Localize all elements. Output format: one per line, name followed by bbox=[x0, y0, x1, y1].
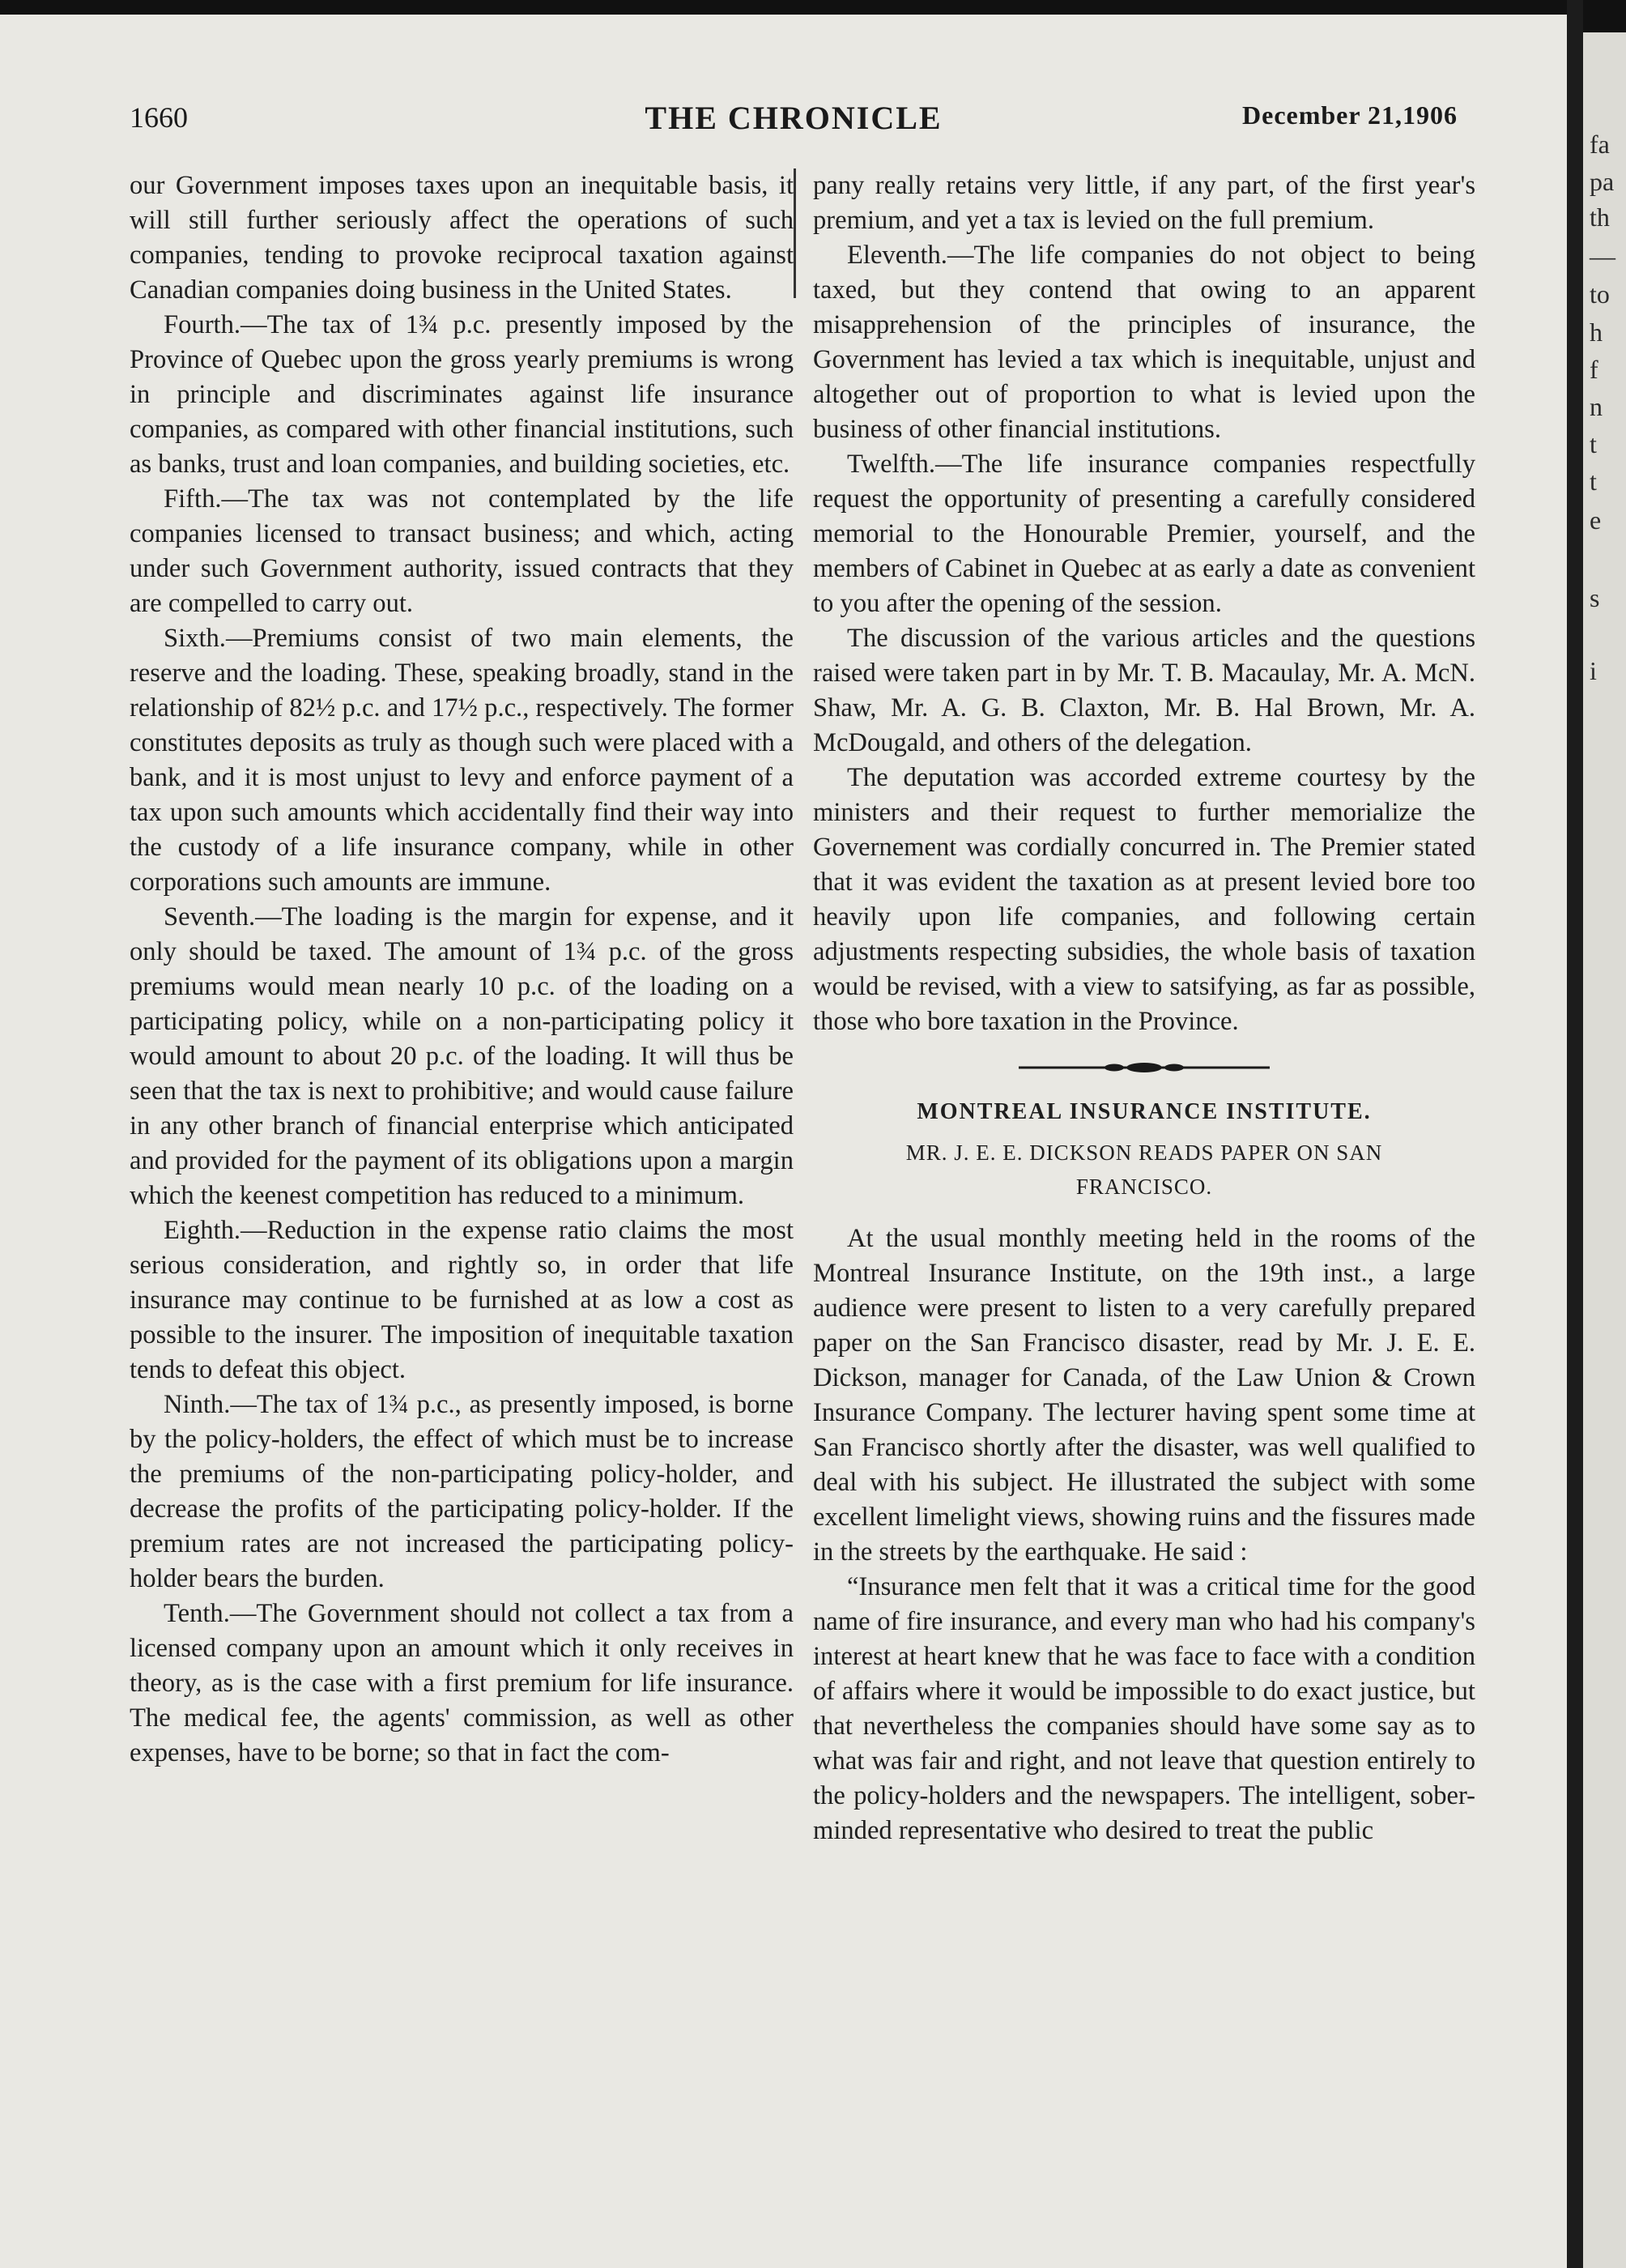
fragment: to bbox=[1590, 279, 1610, 309]
fragment: i bbox=[1590, 656, 1597, 685]
fragment: t bbox=[1590, 467, 1597, 496]
paragraph: Seventh.—The loading is the margin for expense, and it only should be taxed. The amount of 1¾ p.c. of the gross premiums would mean nearly 10 p.c. of the loading on a participating policy, while on a non-participating policy it would amount to about 20 p.c. of the loading. It will thus be seen that the tax is next to prohibitive; and would cause failure in any other branch of financial enterprise which anticipated and provided for the payment of its obligations upon a margin which the keenest competition has reduced to a minimum. bbox=[130, 902, 794, 1210]
paragraph: At the usual monthly meeting held in the rooms of the Montreal Insurance Institute, on the 19th inst., a large audience were present to listen to a very carefully prepared paper on the San Francisco disaster, read by Mr. J. E. E. Dickson, manager for Canada, of the Law Union & Crown Insurance Company. The lecturer having spent some time at San Francisco shortly after the disaster, was well qualified to deal with his subject. He illustrated the subject with some excellent limelight views, showing ruins and the fissures made in the streets by the earthquake. He said : bbox=[813, 1224, 1475, 1567]
paragraph: our Government imposes taxes upon an inequitable basis, it will still further seriously affect the operations of such companies, tending to provoke reciprocal taxation against Canadian companies doing business in the United States. bbox=[130, 171, 794, 305]
paragraph: Fifth.—The tax was not contemplated by the life companies licensed to transact business; and which, acting under such Government authority, issued contracts that they are compelled to carry out. bbox=[130, 484, 794, 618]
fragment: th bbox=[1590, 202, 1610, 232]
issue-date: December 21,1906 bbox=[1242, 100, 1458, 130]
section-heading: MONTREAL INSURANCE INSTITUTE. bbox=[917, 1099, 1372, 1124]
section-ornament-divider bbox=[1019, 1062, 1270, 1073]
fragment: t bbox=[1590, 429, 1597, 458]
page-number: 1660 bbox=[130, 101, 188, 134]
paragraph: Fourth.—The tax of 1¾ p.c. presently imposed by the Province of Quebec upon the gross yearly premiums is wrong in principle and discriminates against life insurance companies, as compared with other financial institutions, such as banks, trust and loan companies, and building societies, etc. bbox=[130, 310, 794, 479]
paragraph: pany really retains very little, if any part, of the first year's premium, and yet a tax is levied on the full premium. bbox=[813, 171, 1475, 235]
paragraph: Eleventh.—The life companies do not object to being taxed, but they contend that owing to an apparent misapprehension of the principles of insurance, the Government has levied a tax which is inequitable, unjust and altogether out of proportion to what is levied upon the business of other financial institutions. bbox=[813, 241, 1475, 444]
paragraph: Twelfth.—The life insurance companies respectfully request the opportunity of presenting a carefully considered memorial to the Honourable Premier, yourself, and the members of Cabinet in Quebec at as early a date as convenient to you after the opening of the session. bbox=[813, 450, 1475, 618]
right-column bbox=[813, 168, 1475, 1848]
adjacent-page-edge bbox=[1583, 32, 1626, 2268]
fragment: e bbox=[1590, 505, 1602, 535]
fragment: s bbox=[1590, 583, 1600, 612]
paragraph: The discussion of the various articles and the questions raised were taken part in by Mr. T. B. Macaulay, Mr. A. McN. Shaw, Mr. A. G. B. Claxton, Mr. B. Hal Brown, Mr. A. McDougald, and others of the delegation. bbox=[813, 624, 1475, 757]
fragment: h bbox=[1590, 318, 1603, 347]
fragment: fa bbox=[1590, 130, 1610, 159]
fragment: n bbox=[1590, 392, 1603, 421]
paragraph: “Insurance men felt that it was a critical time for the good name of fire insurance, and every man who had his company's interest at heart knew that he was face to face with a condition of affairs where it would be impossible to do exact justice, but that nevertheless the companies should have some say as to what was fair and right, and not leave that question entirely to the policy-holders and the newspapers. The intelligent, sober-minded representative who desired to treat the public bbox=[813, 1572, 1475, 1845]
page-header bbox=[130, 92, 1458, 141]
paragraph: The deputation was accorded extreme courtesy by the ministers and their request to further memorialize the Governement was cordially concurred in. The Premier stated that it was evident the taxation as at present levied bore too heavily upon life companies, and following certain adjustments respecting subsidies, the whole basis of taxation would be revised, with a view to satsifying, as far as possible, those who bore taxation in the Province. bbox=[813, 763, 1475, 1036]
fragment: pa bbox=[1590, 167, 1615, 196]
page-gutter bbox=[1567, 0, 1583, 2268]
left-column bbox=[130, 168, 794, 1771]
fragment: — bbox=[1590, 241, 1615, 271]
section-subheading: MR. J. E. E. DICKSON READS PAPER ON SAN FRANCISCO. bbox=[905, 1140, 1383, 1199]
column-divider bbox=[794, 168, 796, 298]
publication-title: THE CHRONICLE bbox=[645, 100, 943, 136]
paragraph: Sixth.—Premiums consist of two main elements, the reserve and the loading. These, speaking broadly, stand in the relationship of 82½ p.c. and 17½ p.c., respectively. The former constitutes deposits as truly as though such were placed with a bank, and it is most unjust to levy and enforce payment of a tax upon such amounts which accidentally find their way into the custody of a life insurance company, while in other corporations such amounts are immune. bbox=[130, 624, 794, 897]
paragraph: Eighth.—Reduction in the expense ratio claims the most serious consideration, and rightly so, in order that life insurance may continue to be furnished at as low a cost as possible to the insurer. The imposition of inequitable taxation tends to defeat this object. bbox=[130, 1216, 794, 1384]
paragraph: Tenth.—The Government should not collect a tax from a licensed company upon an amount which it only receives in theory, as is the case with a first premium for life insurance. The medical fee, the agents' commission, as well as other expenses, have to be borne; so that in fact the com- bbox=[130, 1599, 794, 1767]
fragment: f bbox=[1590, 355, 1598, 384]
paragraph: Ninth.—The tax of 1¾ p.c., as presently imposed, is borne by the policy-holders, the effect of which must be to increase the premiums of the non-participating policy-holder, and decrease the profits of the participating policy-holder. If the premium rates are not increased the participating policy-holder bears the burden. bbox=[130, 1390, 794, 1593]
